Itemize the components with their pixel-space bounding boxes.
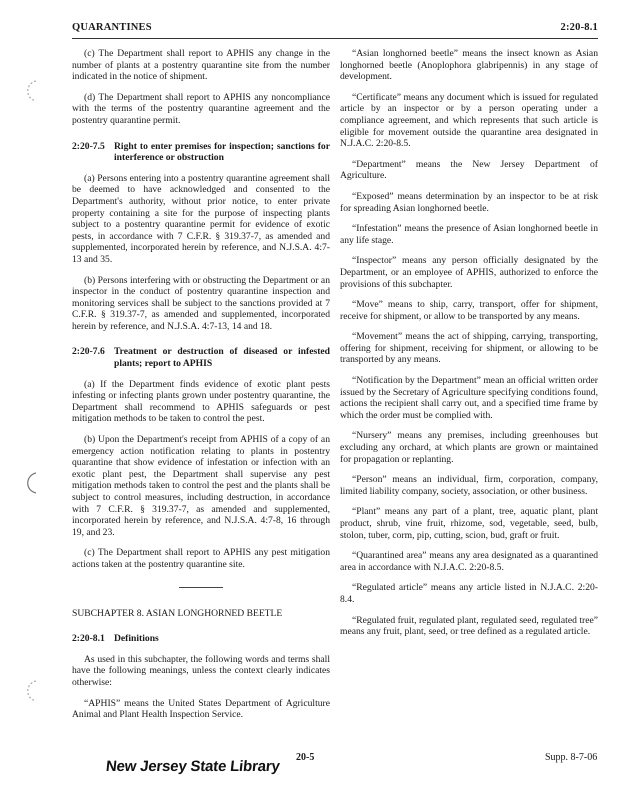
paragraph-c: (c) The Department shall report to APHIS any change in the number of plants at a postentry quarantine site from the number indicated in the notice of shipment. xyxy=(72,48,330,83)
binder-hole-mark-bottom xyxy=(22,678,44,704)
paragraph-7-6-c: (c) The Department shall report to APHIS any pest mitigation actions taken at the postentry quarantine site. xyxy=(72,547,330,570)
definition-aphis: “APHIS” means the United States Department of Agriculture Animal and Plant Health Inspection Service. xyxy=(72,697,330,721)
paragraph-7-5-b: (b) Persons interfering with or obstructing the Department or an inspector in the conduct of postentry quarantine inspection and monitoring services shall be subject to the sanctions provided at 7 C.F.R. § 319.37-7, as amended and supplemented, incorporated herein by reference, and N.J.S.A. 4:7-13, 14 and 18. xyxy=(72,274,330,332)
header-section-number: 2:20-8.1 xyxy=(560,22,598,33)
subchapter-heading: SUBCHAPTER 8. ASIAN LONGHORNED BEETLE xyxy=(72,607,283,619)
right-column xyxy=(340,48,598,647)
left-column xyxy=(72,48,330,730)
section-heading-8-1 xyxy=(72,633,330,645)
section-number: 2:20-8.1 xyxy=(72,633,105,645)
definition-item: “Exposed” means determination by an inspector to be at risk for spreading Asian longhorned beetle. xyxy=(340,190,598,214)
header-rule xyxy=(72,38,598,39)
definition-item: “Quarantined area” means any area designated as a quarantined area in accordance with N.J.A.C. 2:20-8.5. xyxy=(340,550,598,573)
definition-item: “Inspector” means any person officially designated by the Department, or an employee of APHIS, authorized to enforce the provisions of this subchapter. xyxy=(340,255,598,290)
definition-item: “Department” means the New Jersey Department of Agriculture. xyxy=(340,158,598,182)
section-title: Right to enter premises for inspection; sanctions for interference or obstruction xyxy=(114,140,330,164)
running-header xyxy=(72,22,598,38)
definition-item: “Asian longhorned beetle” means the insect known as Asian longhorned beetle (Anoplophora glabripennis) in any stage of development. xyxy=(340,48,598,83)
definitions-intro: As used in this subchapter, the following words and terms shall have the following meanings, unless the context clearly indicates otherwise: xyxy=(72,653,330,688)
section-number: 2:20-7.5 xyxy=(72,140,105,152)
definition-item: “Infestation” means the presence of Asian longhorned beetle in any life stage. xyxy=(340,223,598,246)
definition-item: “Movement” means the act of shipping, carrying, transporting, offering for shipment, receiving for shipment, or allowing to be transported by any means. xyxy=(340,331,598,366)
definition-item: “Plant” means any part of a plant, tree, aquatic plant, plant product, shrub, vine fruit, rhizome, sod, vegetable, seed, bulb, stolon, tuber, corm, pip, cutting, scion, bud, graft or fruit. xyxy=(340,506,598,541)
paragraph-7-5-a: (a) Persons entering into a postentry quarantine agreement shall be deemed to have acknowledged and consented to the Department's authority, without prior notice, to enter private property containing a site for the purpose of inspecting plants subject to a postentry quarantine permit for evidence of exotic pests, in accordance with 7 C.F.R. § 319.37-7, as amended and supplemented, incorporated herein by reference, and N.J.S.A. 4:7-13 and 35. xyxy=(72,172,330,265)
paragraph-d: (d) The Department shall report to APHIS any noncompliance with the terms of the postentry quarantine agreement and the postentry quarantine permit. xyxy=(72,91,330,126)
section-heading-7-6 xyxy=(72,346,330,369)
definition-item: “Move” means to ship, carry, transport, offer for shipment, receive for shipment, or allow to be transported by any means. xyxy=(340,299,598,322)
definition-item: “Nursery” means any premises, including greenhouses but excluding any orchard, at which plants are grown or maintained for propagation or replanting. xyxy=(340,430,598,465)
definition-item: “Notification by the Department” mean an official written order issued by the Secretary of Agriculture specifying conditions found, actions the recipient shall carry out, and a specified time frame by which the order must be complied with. xyxy=(340,375,598,421)
section-heading-7-5 xyxy=(72,141,330,164)
definition-item: “Regulated fruit, regulated plant, regulated seed, regulated tree” means any fruit, plant, seed, or tree defined as a regulated article. xyxy=(340,614,598,638)
section-divider xyxy=(179,587,223,588)
paragraph-7-6-b: (b) Upon the Department's receipt from APHIS of a copy of an emergency action notification relating to plants in postentry quarantine that show evidence of infestation or infection with an exotic plant pest, the Department shall supervise any pest mitigation methods taken to control the pest and the plants shall be subject to control measures, including destruction, in accordance with 7 C.F.R. § 319.37-7, as amended and supplemented, incorporated herein by reference, and N.J.S.A. 4:7-8, 16 through 19, and 23. xyxy=(72,434,330,538)
binder-hole-mark-top xyxy=(22,78,44,104)
header-chapter-title: QUARANTINES xyxy=(72,22,152,33)
binder-hole-mark-middle xyxy=(22,470,44,496)
supplement-date: Supp. 8-7-06 xyxy=(545,752,598,763)
definition-item: “Person” means an individual, firm, corporation, company, limited liability company, society, association, or other business. xyxy=(340,474,598,497)
section-title: Definitions xyxy=(114,633,159,645)
definition-item: “Certificate” means any document which is issued for regulated article by an inspector or by a person operating under a compliance agreement, and which represents that such article is eligible for movement outside the quarantine area designated in N.J.A.C. 2:20-8.5. xyxy=(340,91,598,150)
section-title: Treatment or destruction of diseased or infested plants; report to APHIS xyxy=(114,346,330,370)
section-number: 2:20-7.6 xyxy=(72,346,105,358)
definition-item: “Regulated article” means any article listed in N.J.A.C. 2:20-8.4. xyxy=(340,582,598,605)
page-number: 20-5 xyxy=(296,752,315,763)
library-stamp: New Jersey State Library xyxy=(105,758,281,775)
paragraph-7-6-a: (a) If the Department finds evidence of exotic plant pests infesting or infecting plants grown under postentry quarantine, the Department shall recommend to APHIS safeguards or pest mitigation methods to be taken to control the pest. xyxy=(72,378,330,425)
